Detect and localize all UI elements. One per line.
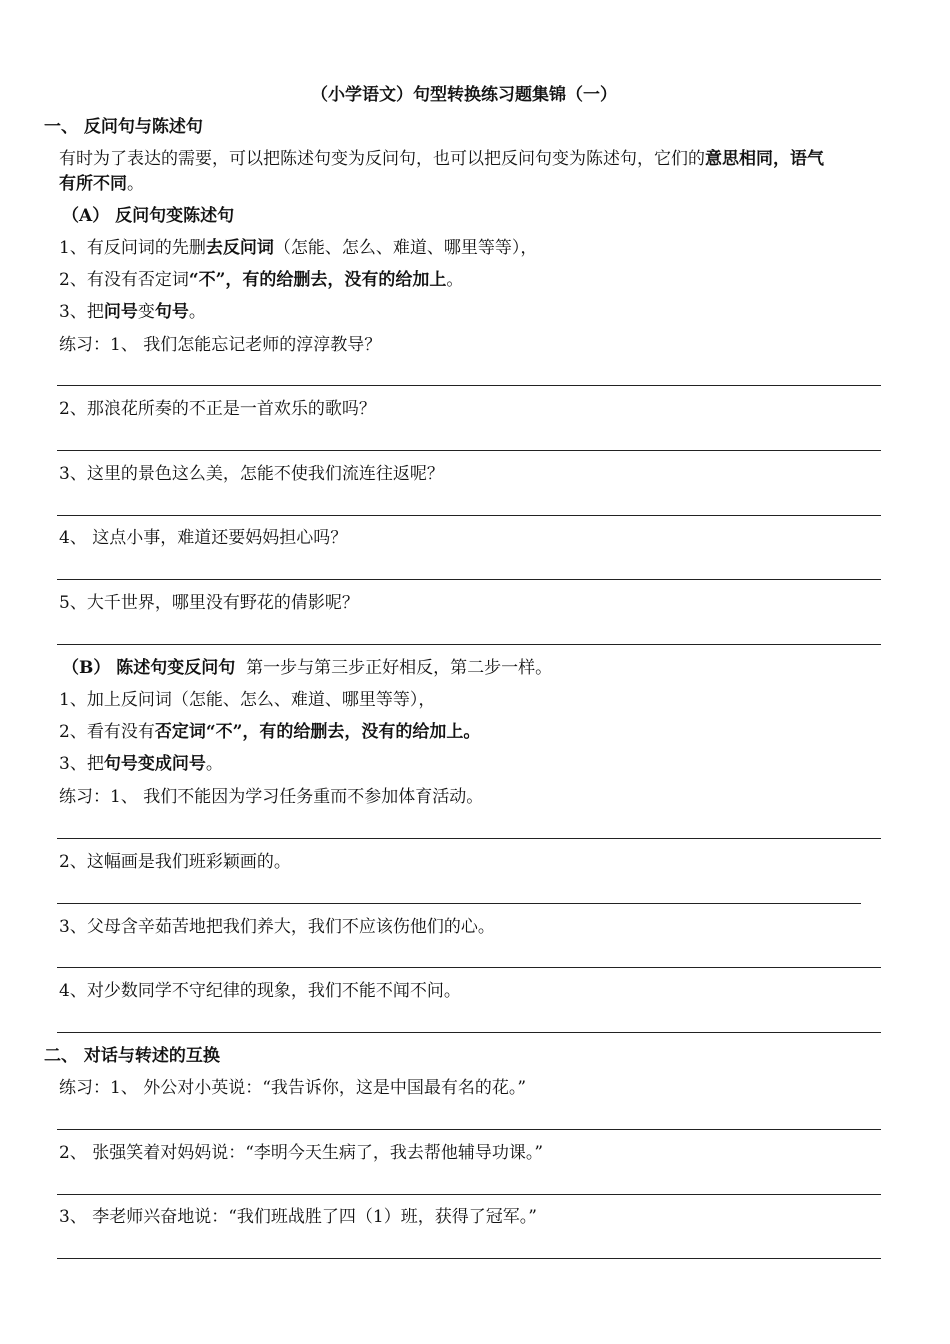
exercise-a-1: 练习：1、 我们怎能忘记老师的淳淳教导？ xyxy=(59,335,382,355)
part-a-heading: （A） 反问句变陈述句 xyxy=(62,206,235,226)
exercise-b-4: 4、对少数同学不守纪律的现象，我们不能不闻不问。 xyxy=(59,981,461,1001)
part-b-heading-line xyxy=(62,657,552,679)
rule-text: 。 xyxy=(205,754,223,774)
part-a-rule-1 xyxy=(59,237,537,259)
exercise-b-2: 2、这幅画是我们班彩颖画的。 xyxy=(59,852,291,872)
answer-line[interactable] xyxy=(57,1129,881,1130)
exercise-a-5: 5、大千世界，哪里没有野花的倩影呢？ xyxy=(59,593,359,613)
part-a-rule-3 xyxy=(59,301,206,323)
answer-line[interactable] xyxy=(57,1032,881,1033)
intro-end: 。 xyxy=(127,174,144,194)
part-b-rule-2 xyxy=(59,721,480,743)
part-b-rule-1: 1、加上反问词（怎能、怎么、难道、哪里等等）， xyxy=(59,690,436,710)
intro-bold-text-2: 有所不同 xyxy=(59,174,127,194)
answer-line[interactable] xyxy=(57,644,881,645)
answer-line[interactable] xyxy=(57,579,881,580)
answer-line[interactable] xyxy=(57,967,881,968)
intro-line-2 xyxy=(59,173,144,195)
rule-bold: 问号 xyxy=(103,302,138,322)
rule-bold: 句号 xyxy=(154,302,189,322)
exercise-a-4: 4、 这点小事，难道还要妈妈担心吗？ xyxy=(59,528,348,548)
exercise-b-3: 3、父母含辛茹苦地把我们养大，我们不应该伤他们的心。 xyxy=(59,917,495,937)
part-b-heading: （B） 陈述句变反问句 xyxy=(62,658,236,678)
exercise-c-2: 2、 张强笑着对妈妈说：“李明今天生病了，我去帮他辅导功课。” xyxy=(59,1143,544,1163)
rule-text: （怎能、怎么、难道、哪里等等）， xyxy=(273,238,538,258)
rule-bold: 去反问词 xyxy=(205,238,274,258)
intro-line-1 xyxy=(59,148,824,170)
answer-line[interactable] xyxy=(57,1194,881,1195)
exercise-c-3: 3、 李老师兴奋地说：“我们班战胜了四（1）班，获得了冠军。” xyxy=(59,1207,537,1227)
exercise-c-1: 练习：1、 外公对小英说：“我告诉你，这是中国最有名的花。” xyxy=(59,1078,527,1098)
exercise-a-3: 3、这里的景色这么美，怎能不使我们流连往返呢？ xyxy=(59,464,444,484)
page-title: （小学语文）句型转换练习题集锦（一） xyxy=(311,85,617,105)
section-heading-2: 二、 对话与转述的互换 xyxy=(44,1046,220,1066)
part-a-rule-2 xyxy=(59,269,463,291)
answer-line[interactable] xyxy=(57,903,861,904)
rule-text: 2、有没有否定词 xyxy=(59,270,189,290)
section-heading-1: 一、 反问句与陈述句 xyxy=(44,117,203,137)
answer-line[interactable] xyxy=(57,515,881,516)
rule-bold: 否定词“不”，有的给删去，没有的给加上。 xyxy=(154,722,481,742)
rule-text: 变 xyxy=(137,302,155,322)
answer-line[interactable] xyxy=(57,450,881,451)
rule-bold: “不”，有的给删去，没有的给加上 xyxy=(188,270,447,290)
exercise-a-2: 2、那浪花所奏的不正是一首欢乐的歌吗？ xyxy=(59,399,376,419)
rule-bold: 句号变成问号 xyxy=(103,754,206,774)
part-b-note: 第一步与第三步正好相反，第二步一样。 xyxy=(246,658,553,678)
answer-line[interactable] xyxy=(57,1258,881,1259)
rule-text: 。 xyxy=(446,270,464,290)
rule-text: 3、把 xyxy=(59,754,104,774)
part-b-rule-3 xyxy=(59,753,223,775)
answer-line[interactable] xyxy=(57,385,881,386)
answer-line[interactable] xyxy=(57,838,881,839)
intro-bold-text: 意思相同，语气 xyxy=(705,149,824,169)
rule-text: 2、看有没有 xyxy=(59,722,155,742)
rule-text: 。 xyxy=(188,302,206,322)
exercise-b-1: 练习：1、 我们不能因为学习任务重而不参加体育活动。 xyxy=(59,787,484,807)
rule-text: 1、有反问词的先删 xyxy=(59,238,206,258)
intro-text: 有时为了表达的需要，可以把陈述句变为反问句，也可以把反问句变为陈述句，它们的 xyxy=(59,149,705,169)
rule-text: 3、把 xyxy=(59,302,104,322)
